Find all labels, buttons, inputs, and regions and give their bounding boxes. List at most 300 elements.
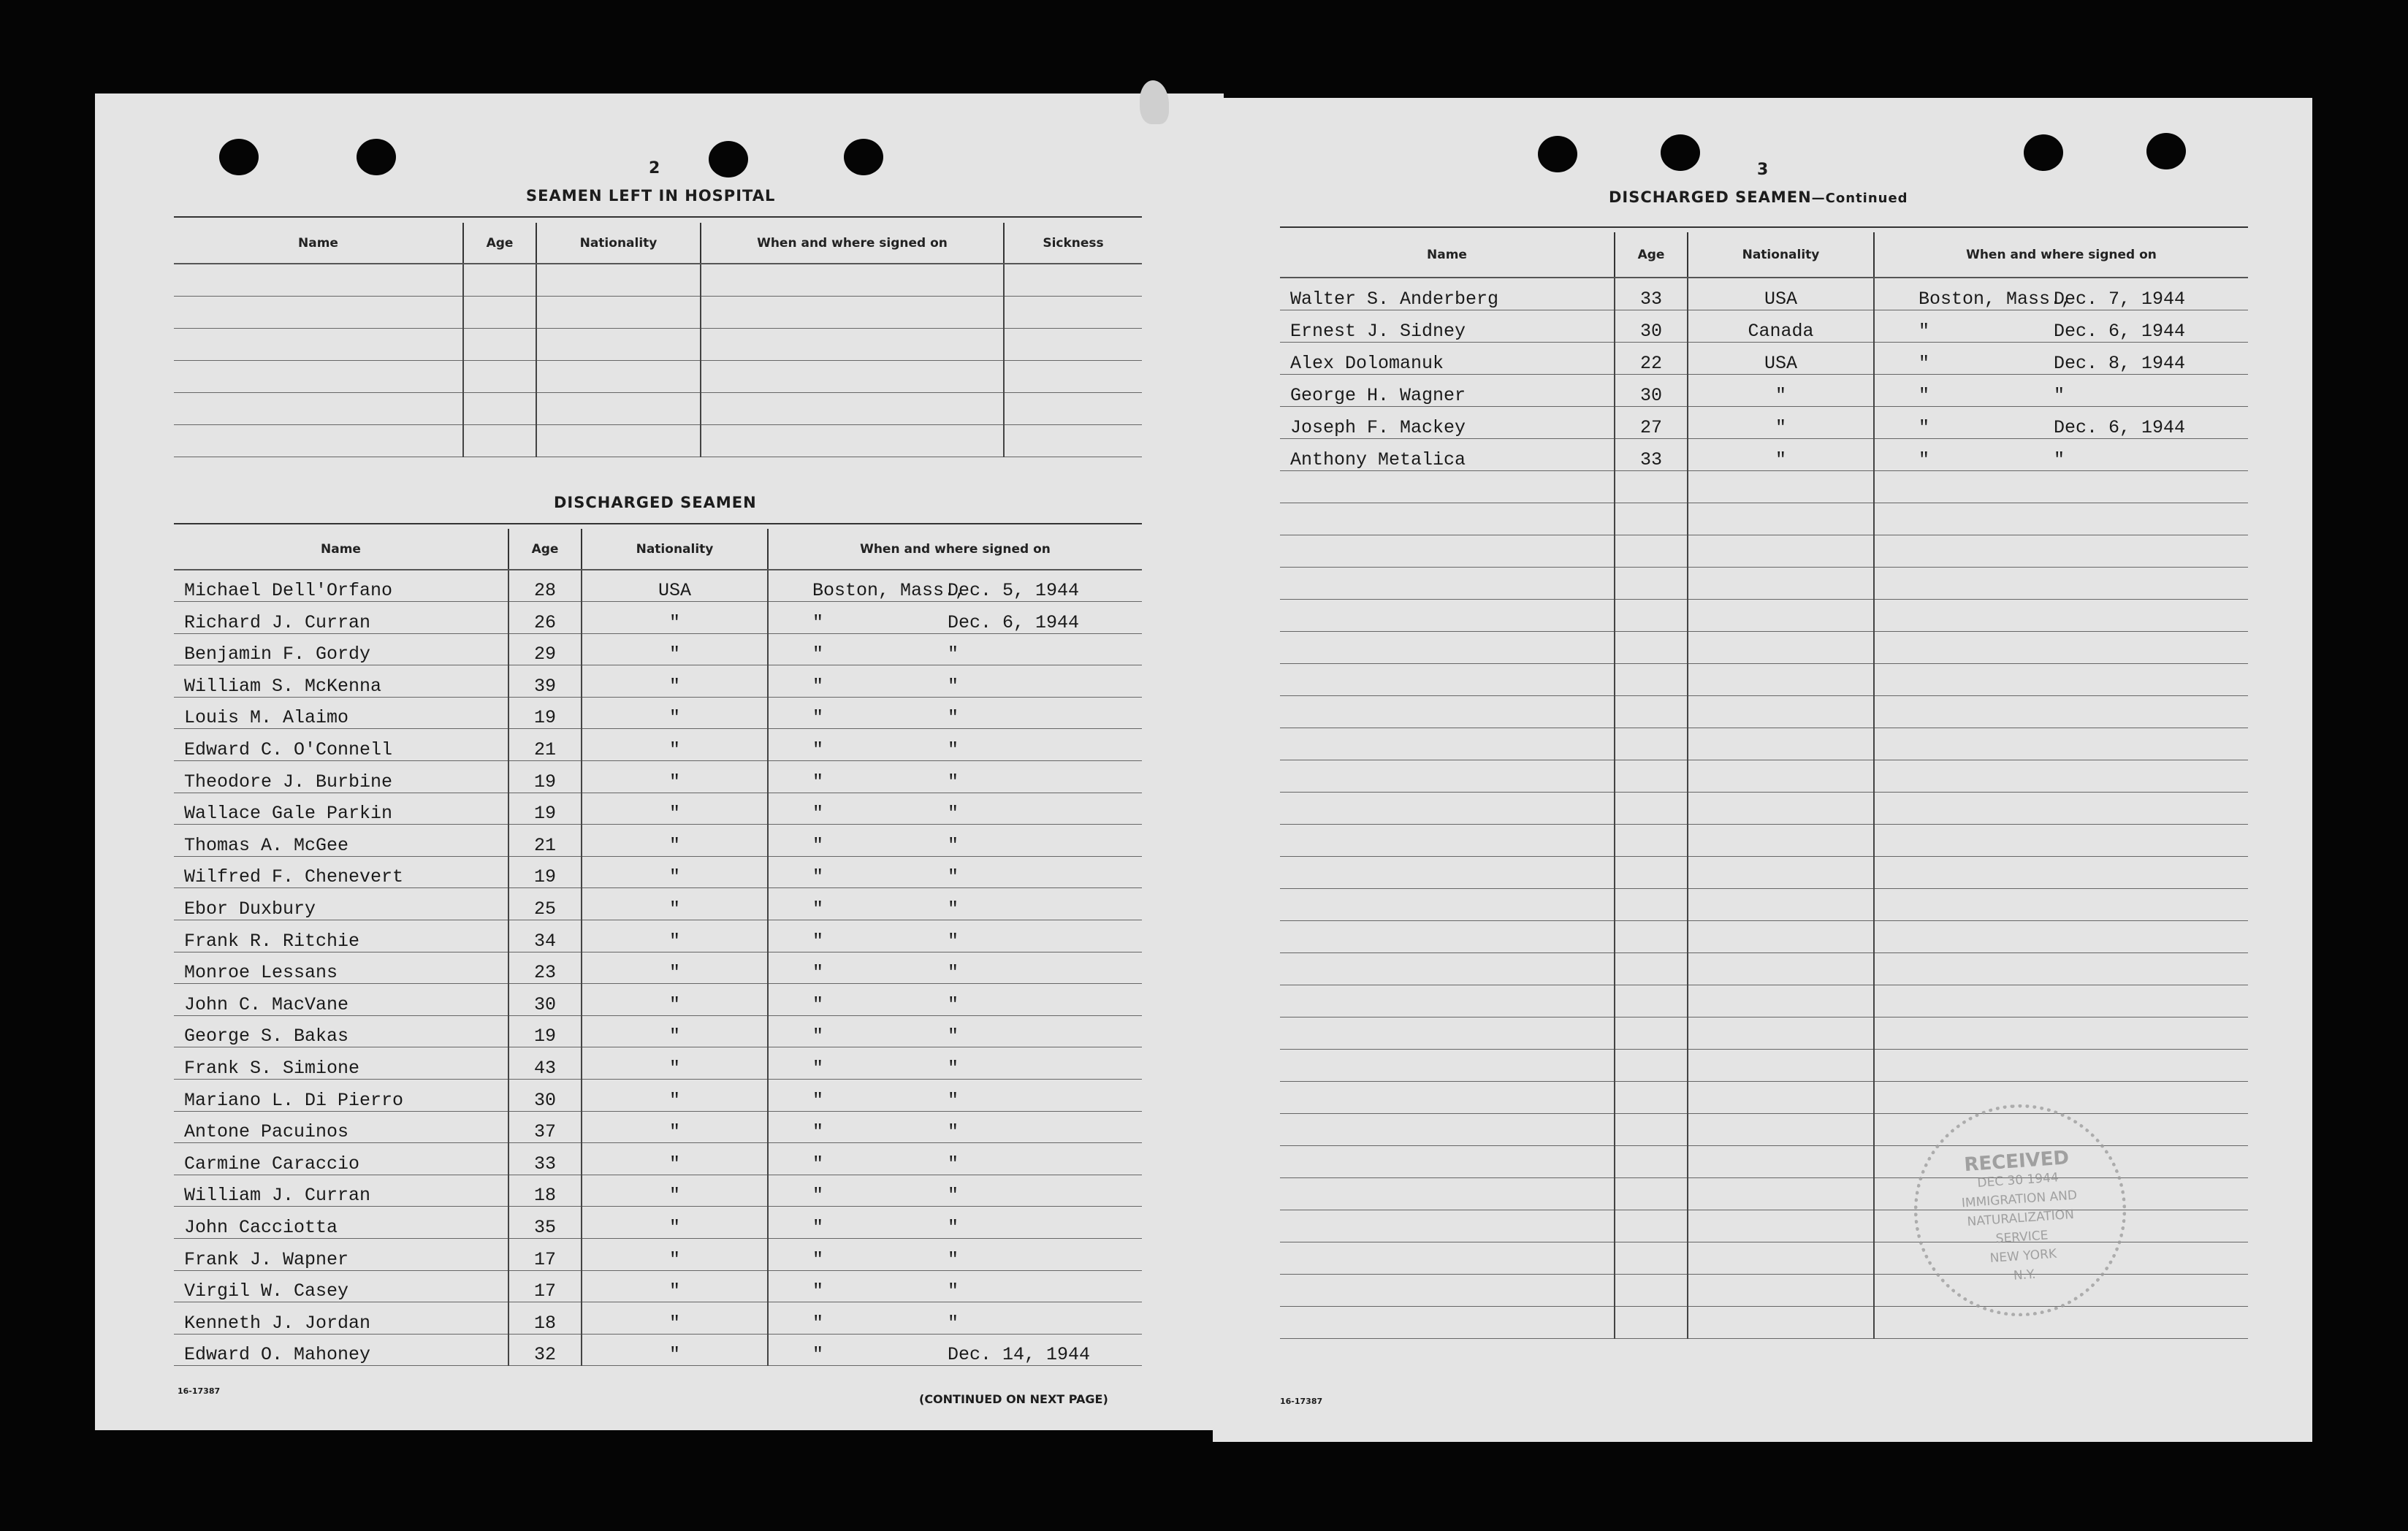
seaman-name: Antone Pacuinos (174, 1111, 508, 1143)
table-row (1280, 1049, 2248, 1081)
table-cell (1280, 1049, 1615, 1081)
table-cell (1874, 728, 2248, 760)
table-cell (1280, 1306, 1615, 1338)
table-cell (1688, 1145, 1874, 1177)
table-cell (1874, 503, 2248, 535)
signed-place: " (812, 1344, 824, 1366)
seaman-age: 21 (508, 825, 582, 857)
table-cell (1615, 470, 1688, 503)
signed-date: " (948, 1185, 959, 1207)
table-cell (1874, 470, 2248, 503)
table-cell (463, 264, 536, 296)
seaman-name: Monroe Lessans (174, 952, 508, 984)
punch-hole (2024, 134, 2063, 171)
table-cell (1615, 952, 1688, 985)
signed-on-cell (768, 1047, 1142, 1080)
binder-mark (1140, 80, 1169, 124)
seaman-nationality: " (582, 602, 768, 634)
table-cell (1615, 503, 1688, 535)
signed-date: " (948, 803, 959, 825)
left-page (95, 93, 1224, 1430)
seaman-nationality: " (582, 1047, 768, 1080)
table-row (174, 1175, 1142, 1207)
signed-place: " (1919, 448, 1930, 470)
table-cell (701, 328, 1004, 360)
signed-place: Boston, Mass., (1919, 288, 2073, 310)
discharged-section-title: DISCHARGED SEAMEN (554, 494, 757, 511)
signed-date: " (948, 771, 959, 793)
table-row (174, 264, 1142, 296)
signed-place: " (812, 739, 824, 761)
table-row (174, 1111, 1142, 1143)
punch-hole (709, 141, 748, 177)
table-cell (1280, 631, 1615, 663)
table-row (174, 1334, 1142, 1366)
table-cell (1688, 856, 1874, 888)
table-cell (1615, 856, 1688, 888)
page-number: 3 (1757, 161, 1769, 179)
table-cell (536, 392, 701, 424)
hospital-section-title: SEAMEN LEFT IN HOSPITAL (526, 187, 776, 205)
table-cell (1280, 663, 1615, 695)
right-page (1213, 98, 2312, 1442)
table-cell (1280, 599, 1615, 631)
table-row (174, 665, 1142, 698)
table-cell (174, 424, 463, 457)
signed-date: " (948, 834, 959, 856)
seaman-age: 25 (508, 888, 582, 920)
table-cell (1615, 567, 1688, 599)
table-cell (174, 392, 463, 424)
stamp-line: IMMIGRATION AND (1961, 1188, 2078, 1211)
discharged-continued-title (1609, 188, 1908, 206)
table-row (174, 729, 1142, 761)
seaman-nationality: " (582, 697, 768, 729)
signed-on-cell (768, 825, 1142, 857)
table-cell (1004, 392, 1142, 424)
table-cell (1874, 920, 2248, 952)
table-row (174, 1143, 1142, 1175)
stamp-line: N.Y. (2013, 1267, 2037, 1283)
signed-place: " (812, 803, 824, 825)
table-cell (1688, 1210, 1874, 1242)
seaman-name: Joseph F. Mackey (1280, 406, 1615, 438)
table-cell (1688, 1242, 1874, 1274)
seaman-name: Thomas A. McGee (174, 825, 508, 857)
table-row (1280, 824, 2248, 856)
signed-place: " (812, 1058, 824, 1079)
table-cell (1688, 1306, 1874, 1338)
table-cell (1280, 1242, 1615, 1274)
seaman-nationality: " (582, 1015, 768, 1047)
table-cell (1615, 1274, 1688, 1306)
table-cell (1874, 985, 2248, 1017)
table-row (174, 360, 1142, 392)
table-cell (1688, 952, 1874, 985)
table-row (174, 984, 1142, 1016)
seaman-name: William J. Curran (174, 1175, 508, 1207)
seaman-name: Ernest J. Sidney (1280, 310, 1615, 342)
seaman-name: Frank J. Wapner (174, 1238, 508, 1270)
table-cell (1688, 792, 1874, 824)
seaman-name: Walter S. Anderberg (1280, 278, 1615, 310)
section-title-text: DISCHARGED SEAMEN (1609, 188, 1812, 206)
signed-on-cell (768, 1175, 1142, 1207)
section-title-suffix: —Continued (1811, 191, 1908, 206)
table-cell (1004, 360, 1142, 392)
seaman-age: 35 (508, 1207, 582, 1239)
table-cell (1004, 424, 1142, 457)
table-row (1280, 985, 2248, 1017)
punch-hole (1538, 136, 1577, 172)
table-cell (1874, 888, 2248, 920)
signed-on-cell (768, 1080, 1142, 1112)
seaman-nationality: " (582, 633, 768, 665)
signed-place: " (812, 1185, 824, 1207)
seaman-name: George S. Bakas (174, 1015, 508, 1047)
punch-hole (219, 139, 259, 175)
seaman-age: 19 (508, 697, 582, 729)
table-cell (1688, 663, 1874, 695)
divider (174, 216, 1142, 218)
table-cell (1615, 1306, 1688, 1338)
table-cell (1615, 663, 1688, 695)
seaman-nationality: " (582, 984, 768, 1016)
table-row (174, 328, 1142, 360)
table-cell (1615, 760, 1688, 792)
seaman-name: Frank R. Ritchie (174, 920, 508, 952)
divider (1280, 226, 2248, 228)
signed-place: " (1919, 320, 1930, 342)
seaman-age: 28 (508, 570, 582, 602)
signed-on-cell (1874, 310, 2248, 342)
table-cell (1874, 856, 2248, 888)
table-cell (1874, 1081, 2248, 1113)
signed-date: " (948, 962, 959, 984)
table-cell (1688, 888, 1874, 920)
table-cell (1615, 1145, 1688, 1177)
divider (174, 523, 1142, 524)
seaman-age: 33 (1615, 278, 1688, 310)
seaman-age: 27 (1615, 406, 1688, 438)
seaman-nationality: " (582, 1238, 768, 1270)
signed-place: " (812, 771, 824, 793)
stamp-line: SERVICE (1995, 1228, 2049, 1247)
header-signed-on: When and where signed on (701, 223, 1004, 264)
table-cell (1280, 920, 1615, 952)
signed-on-cell (768, 952, 1142, 984)
table-cell (1688, 535, 1874, 567)
signed-date: Dec. 8, 1944 (2054, 352, 2186, 374)
table-cell (1280, 856, 1615, 888)
seaman-name: Theodore J. Burbine (174, 761, 508, 793)
table-cell (1280, 695, 1615, 728)
table-cell (1615, 1210, 1688, 1242)
table-cell (1004, 296, 1142, 328)
table-cell (174, 328, 463, 360)
table-cell (1688, 503, 1874, 535)
signed-on-cell (768, 856, 1142, 888)
table-cell (1874, 663, 2248, 695)
table-cell (1688, 1177, 1874, 1210)
table-cell (174, 296, 463, 328)
signed-on-cell (1874, 278, 2248, 310)
signed-date: " (948, 707, 959, 729)
header-nationality: Nationality (1688, 232, 1874, 278)
seaman-name: Edward C. O'Connell (174, 729, 508, 761)
table-cell (1688, 631, 1874, 663)
table-cell (1688, 920, 1874, 952)
punch-hole (1661, 134, 1700, 171)
table-cell (1615, 631, 1688, 663)
table-row (174, 856, 1142, 888)
header-name: Name (174, 529, 508, 570)
table-cell (1874, 535, 2248, 567)
punch-hole (357, 139, 396, 175)
continued-note: (CONTINUED ON NEXT PAGE) (919, 1392, 1108, 1406)
table-cell (1688, 1049, 1874, 1081)
seaman-name: Wallace Gale Parkin (174, 793, 508, 825)
table-row (1280, 888, 2248, 920)
table-row (1280, 663, 2248, 695)
table-row (174, 1238, 1142, 1270)
table-cell (1280, 985, 1615, 1017)
signed-on-cell (768, 729, 1142, 761)
signed-place: " (812, 1248, 824, 1270)
table-cell (1688, 470, 1874, 503)
table-cell (536, 296, 701, 328)
seaman-nationality: " (1688, 406, 1874, 438)
table-row (1280, 503, 2248, 535)
table-row (1280, 631, 2248, 663)
signed-date: Dec. 14, 1944 (948, 1344, 1091, 1366)
table-row (1280, 856, 2248, 888)
seaman-age: 19 (508, 1015, 582, 1047)
signed-place: " (812, 1312, 824, 1334)
seaman-age: 39 (508, 665, 582, 698)
signed-on-cell (768, 570, 1142, 602)
table-cell (701, 360, 1004, 392)
seaman-age: 30 (508, 984, 582, 1016)
table-row (174, 888, 1142, 920)
table-cell (1688, 599, 1874, 631)
seaman-name: Ebor Duxbury (174, 888, 508, 920)
table-row (174, 633, 1142, 665)
table-cell (1615, 1081, 1688, 1113)
table-cell (1874, 695, 2248, 728)
signed-date: " (948, 739, 959, 761)
table-cell (1280, 1017, 1615, 1049)
table-cell (1688, 1017, 1874, 1049)
table-row (1280, 1017, 2248, 1049)
signed-date: " (948, 1248, 959, 1270)
seaman-age: 18 (508, 1302, 582, 1335)
seaman-nationality: Canada (1688, 310, 1874, 342)
seaman-age: 23 (508, 952, 582, 984)
table-cell (1688, 695, 1874, 728)
table-cell (1615, 1113, 1688, 1145)
signed-place: " (812, 675, 824, 697)
table-row (1280, 695, 2248, 728)
seaman-nationality: " (582, 665, 768, 698)
form-number: 16-17387 (178, 1386, 221, 1396)
seaman-nationality: USA (582, 570, 768, 602)
table-row (1280, 760, 2248, 792)
table-cell (701, 424, 1004, 457)
signed-place: " (812, 1089, 824, 1111)
table-row (1280, 535, 2248, 567)
signed-on-cell (1874, 374, 2248, 406)
table-cell (1874, 792, 2248, 824)
signed-place: " (812, 1121, 824, 1143)
table-cell (1280, 728, 1615, 760)
hospital-table (174, 223, 1142, 457)
table-cell (1874, 1017, 2248, 1049)
seaman-nationality: " (582, 1334, 768, 1366)
header-name: Name (1280, 232, 1615, 278)
signed-on-cell (768, 1238, 1142, 1270)
seaman-name: Anthony Metalica (1280, 438, 1615, 470)
seaman-name: Richard J. Curran (174, 602, 508, 634)
table-cell (1615, 920, 1688, 952)
signed-on-cell (768, 984, 1142, 1016)
table-row (174, 1047, 1142, 1080)
table-row (174, 1302, 1142, 1335)
signed-on-cell (1874, 342, 2248, 374)
signed-on-cell (768, 761, 1142, 793)
table-cell (1688, 760, 1874, 792)
seaman-age: 22 (1615, 342, 1688, 374)
punch-hole (2146, 133, 2186, 169)
signed-on-cell (1874, 406, 2248, 438)
table-cell (1280, 792, 1615, 824)
table-row (1280, 438, 2248, 470)
signed-place: Boston, Mass., (812, 580, 967, 602)
signed-place: " (812, 930, 824, 952)
table-cell (1688, 1274, 1874, 1306)
seaman-nationality: USA (1688, 278, 1874, 310)
header-age: Age (508, 529, 582, 570)
header-name: Name (174, 223, 463, 264)
table-cell (1280, 952, 1615, 985)
seaman-age: 21 (508, 729, 582, 761)
seaman-name: Virgil W. Casey (174, 1270, 508, 1302)
signed-date: " (2054, 384, 2065, 406)
signed-date: Dec. 6, 1944 (948, 611, 1080, 633)
table-cell (463, 360, 536, 392)
signed-date: " (2054, 448, 2065, 470)
seaman-nationality: " (582, 1270, 768, 1302)
table-row (1280, 567, 2248, 599)
table-row (1280, 1306, 2248, 1338)
seaman-nationality: " (582, 1302, 768, 1335)
seaman-name: John C. MacVane (174, 984, 508, 1016)
signed-date: " (948, 993, 959, 1015)
signed-on-cell (1874, 438, 2248, 470)
table-cell (1004, 328, 1142, 360)
signed-place: " (812, 1153, 824, 1175)
signed-date: " (948, 898, 959, 920)
seaman-age: 19 (508, 761, 582, 793)
seaman-age: 17 (508, 1270, 582, 1302)
signed-date: Dec. 6, 1944 (2054, 320, 2186, 342)
signed-place: " (812, 834, 824, 856)
seaman-nationality: " (582, 761, 768, 793)
table-cell (536, 264, 701, 296)
seaman-nationality: " (582, 793, 768, 825)
table-cell (463, 392, 536, 424)
table-cell (1615, 695, 1688, 728)
table-cell (1615, 824, 1688, 856)
signed-date: Dec. 7, 1944 (2054, 288, 2186, 310)
table-cell (463, 328, 536, 360)
signed-date: " (948, 930, 959, 952)
table-cell (1615, 1017, 1688, 1049)
seaman-nationality: " (582, 856, 768, 888)
table-row (1280, 1081, 2248, 1113)
table-cell (1280, 535, 1615, 567)
seaman-nationality: " (582, 729, 768, 761)
table-cell (1280, 1081, 1615, 1113)
punch-hole (844, 139, 883, 175)
table-cell (1004, 264, 1142, 296)
table-row (1280, 728, 2248, 760)
table-row (1280, 792, 2248, 824)
seaman-name: Frank S. Simione (174, 1047, 508, 1080)
signed-date: " (948, 1089, 959, 1111)
table-cell (1280, 824, 1615, 856)
table-cell (1280, 567, 1615, 599)
table-row (174, 793, 1142, 825)
header-signed-on: When and where signed on (768, 529, 1142, 570)
signed-on-cell (768, 1302, 1142, 1335)
seaman-age: 29 (508, 633, 582, 665)
table-row (174, 920, 1142, 952)
seaman-nationality: " (582, 1207, 768, 1239)
table-row (174, 952, 1142, 984)
seaman-age: 19 (508, 793, 582, 825)
seaman-age: 30 (508, 1080, 582, 1112)
signed-place: " (812, 898, 824, 920)
seaman-age: 33 (508, 1143, 582, 1175)
seaman-name: Michael Dell'Orfano (174, 570, 508, 602)
signed-on-cell (768, 697, 1142, 729)
signed-place: " (812, 707, 824, 729)
table-cell (1615, 985, 1688, 1017)
table-cell (1874, 599, 2248, 631)
seaman-nationality: " (1688, 438, 1874, 470)
signed-date: Dec. 5, 1944 (948, 580, 1080, 602)
seaman-name: Alex Dolomanuk (1280, 342, 1615, 374)
signed-place: " (812, 1026, 824, 1047)
seaman-age: 34 (508, 920, 582, 952)
signed-place: " (812, 611, 824, 633)
table-row (1280, 406, 2248, 438)
signed-on-cell (768, 1207, 1142, 1239)
table-cell (1874, 631, 2248, 663)
signed-on-cell (768, 1111, 1142, 1143)
stamp-line: NATURALIZATION (1966, 1207, 2075, 1230)
signed-date: " (948, 1153, 959, 1175)
signed-place: " (1919, 416, 1930, 438)
signed-on-cell (768, 633, 1142, 665)
signed-date: Dec. 6, 1944 (2054, 416, 2186, 438)
signed-on-cell (768, 1015, 1142, 1047)
header-age: Age (1615, 232, 1688, 278)
header-nationality: Nationality (536, 223, 701, 264)
signed-on-cell (768, 793, 1142, 825)
signed-date: " (948, 866, 959, 888)
